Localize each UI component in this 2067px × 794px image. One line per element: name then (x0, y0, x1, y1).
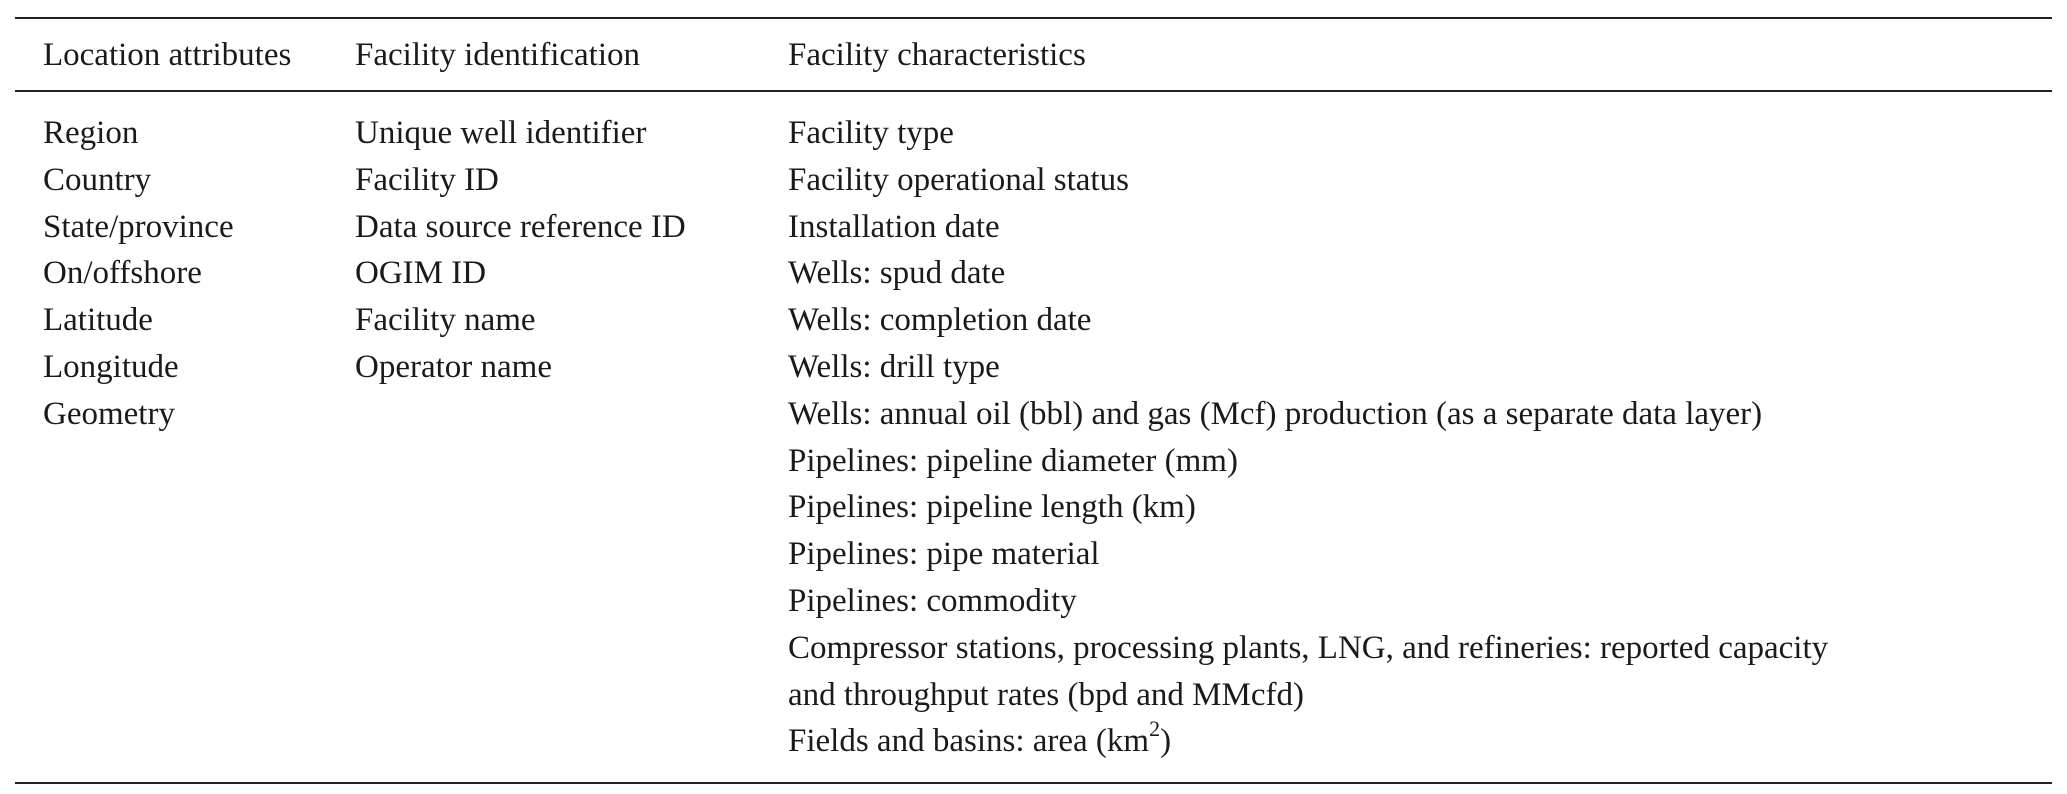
facility-characteristic-item-area (788, 718, 2032, 765)
facility-characteristic-item: Facility operational status (788, 161, 1129, 198)
facility-identification-item: Unique well identifier (355, 115, 647, 151)
facility-characteristic-item: Installation date (788, 208, 1000, 245)
facility-characteristic-item: Compressor stations, processing plants, LNG, and refineries: reported capacity (788, 629, 1829, 666)
facility-characteristic-item: Wells: completion date (788, 302, 1092, 339)
facility-characteristic-item: Wells: annual oil (bbl) and gas (Mcf) production (as a separate data layer) (788, 395, 1763, 432)
header-facility-identification: Facility identification (355, 36, 641, 73)
facility-characteristic-item: Pipelines: pipe material (788, 536, 1100, 573)
location-attributes-column (15, 110, 355, 765)
facility-identification-item: Data source reference ID (355, 208, 686, 245)
facility-identification-item: Operator name (355, 348, 552, 385)
header-location-attributes: Location attributes (43, 36, 292, 73)
attributes-table (15, 17, 2052, 784)
location-attribute-item: Latitude (43, 302, 153, 339)
facility-characteristic-item: Wells: spud date (788, 255, 1006, 292)
facility-identification-item: Facility ID (355, 161, 499, 198)
header-facility-characteristics: Facility characteristics (788, 36, 1086, 73)
location-attribute-item: Longitude (43, 348, 179, 385)
facility-identification-column (355, 110, 788, 765)
location-attribute-item: State/province (43, 208, 234, 245)
area-label-close: ) (1160, 723, 1172, 760)
table-body (15, 92, 2052, 782)
facility-characteristics-column (788, 110, 2052, 765)
facility-characteristic-item: Pipelines: commodity (788, 582, 1077, 619)
location-attribute-item: Country (43, 161, 152, 198)
facility-identification-item: Facility name (355, 302, 536, 339)
facility-characteristic-item: Pipelines: pipeline length (km) (788, 489, 1196, 526)
location-attribute-item: Region (43, 115, 139, 151)
location-attribute-item: On/offshore (43, 255, 202, 292)
facility-identification-item: OGIM ID (355, 255, 487, 292)
facility-characteristic-item: Facility type (788, 115, 954, 151)
facility-characteristic-item: Wells: drill type (788, 348, 1000, 385)
table-header-row (15, 19, 2052, 90)
location-attribute-item: Geometry (43, 395, 175, 432)
area-superscript: 2 (1149, 716, 1161, 742)
table-bottom-rule (15, 782, 2052, 784)
area-label: Fields and basins: area (km (788, 723, 1150, 760)
facility-characteristic-item: Pipelines: pipeline diameter (mm) (788, 442, 1238, 479)
facility-characteristic-item: and throughput rates (bpd and MMcfd) (788, 676, 1304, 713)
